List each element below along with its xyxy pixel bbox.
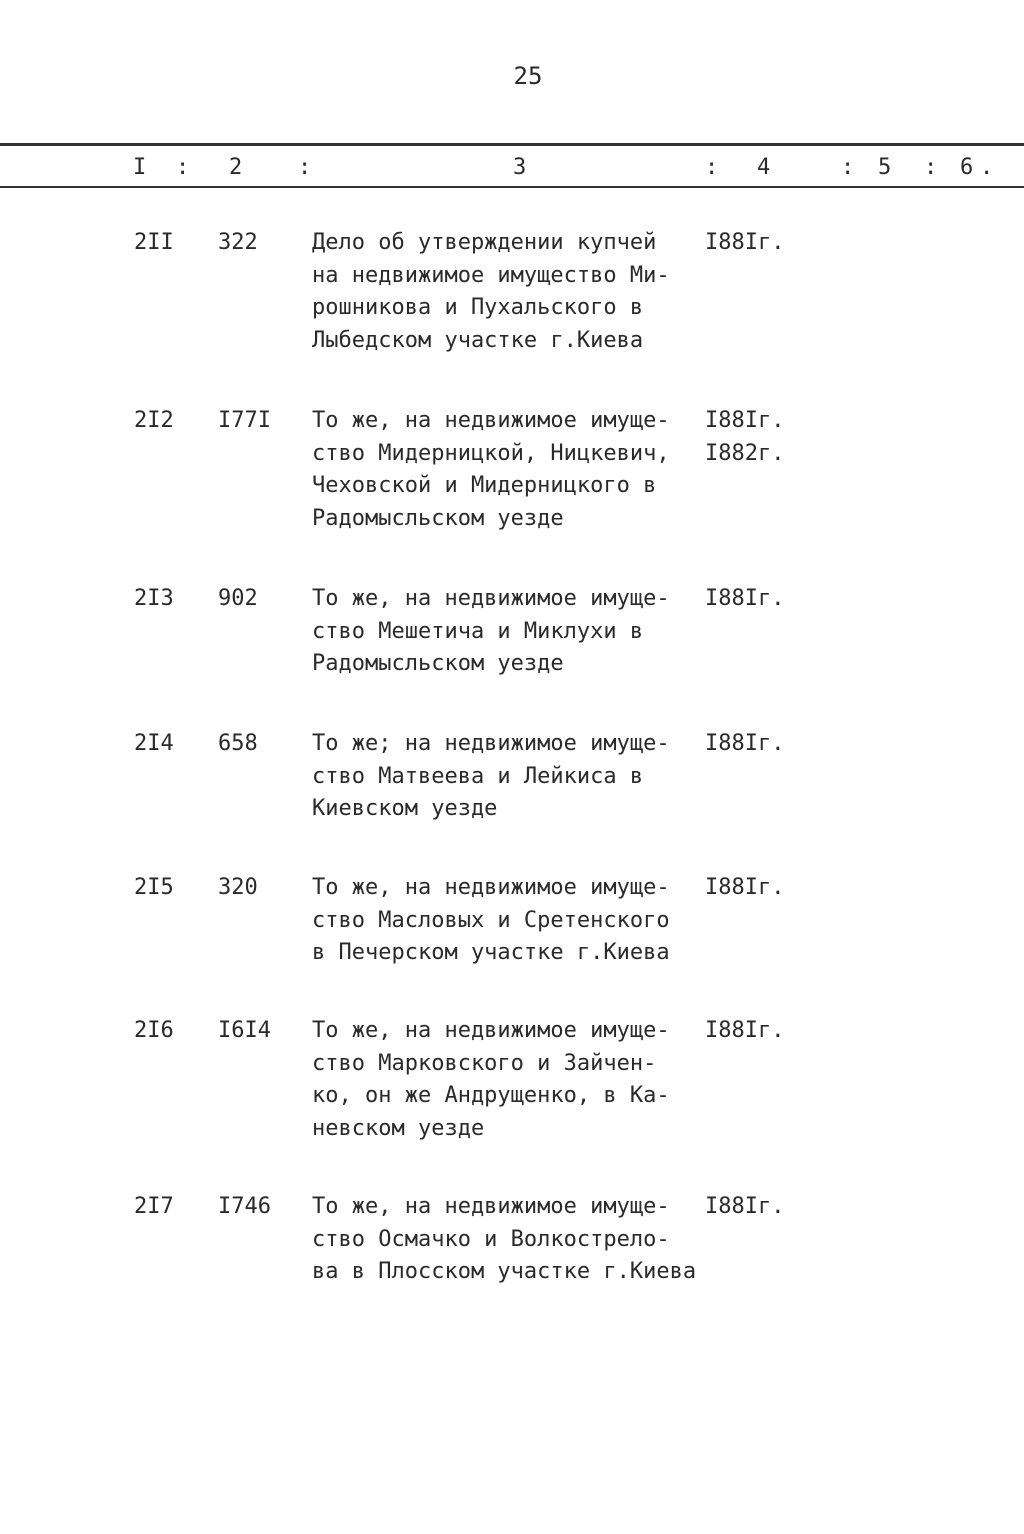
entry-description <box>312 227 712 358</box>
entry-date: I88Iг. <box>705 731 785 756</box>
column-separator: : <box>298 155 312 180</box>
entry-code: 320 <box>218 875 258 900</box>
column-header-3: 3 <box>513 155 527 180</box>
entry-dates <box>705 1191 784 1224</box>
column-header-1: I <box>133 155 147 180</box>
description-line: Дело об утверждении купчей <box>312 230 657 255</box>
description-line: То же, на недвижимое имуще- <box>312 875 670 900</box>
column-separator: : <box>841 155 855 180</box>
entry-code: I746 <box>218 1194 271 1219</box>
description-line: ство Матвеева и Лейкиса в <box>312 763 644 789</box>
description-line: ва в Плосском участке г.Киева <box>312 1259 697 1285</box>
entry-dates <box>705 227 784 260</box>
column-separator: : <box>924 155 938 180</box>
entry-number: 2II <box>134 230 174 255</box>
entry-date: I88Iг. <box>705 586 785 611</box>
description-line: на недвижимое имущество Ми- <box>312 262 670 288</box>
entry-date: I88Iг. <box>705 230 785 255</box>
description-line: То же, на недвижимое имуще- <box>312 408 670 433</box>
header-rule-bottom <box>0 186 1024 188</box>
entry-date: I88Iг. <box>705 408 785 433</box>
description-line: ство Марковского и Зайчен- <box>312 1050 657 1076</box>
entry-number: 2I6 <box>134 1018 174 1043</box>
entry-code: I77I <box>218 408 271 433</box>
entry-date: I882г. <box>705 440 785 466</box>
column-header-2: 2 <box>229 155 243 180</box>
entry-number: 2I5 <box>134 875 174 900</box>
entry-description <box>312 583 712 681</box>
entry-description <box>312 872 712 970</box>
entry-description <box>312 728 712 826</box>
entry-number: 2I2 <box>134 408 174 433</box>
entry-dates <box>705 728 784 761</box>
description-line: ство Масловых и Сретенского <box>312 907 670 933</box>
column-header-4: 4 <box>757 155 771 180</box>
column-header-5: 5 <box>878 155 892 180</box>
description-line: То же; на недвижимое имуще- <box>312 731 670 756</box>
entry-description <box>312 1191 712 1289</box>
entry-number: 2I4 <box>134 731 174 756</box>
description-line: Киевском уезде <box>312 796 498 822</box>
entry-description <box>312 405 712 536</box>
entry-date: I88Iг. <box>705 1194 785 1219</box>
entry-code: 322 <box>218 230 258 255</box>
description-line: ство Мешетича и Миклухи в <box>312 618 644 644</box>
entry-dates <box>705 1015 784 1048</box>
description-line: ство Осмачко и Волкострело- <box>312 1226 670 1252</box>
entry-dates <box>705 872 784 905</box>
entry-dates <box>705 583 784 616</box>
entry-code: 902 <box>218 586 258 611</box>
entry-dates <box>705 405 784 470</box>
entry-number: 2I3 <box>134 586 174 611</box>
entry-date: I88Iг. <box>705 875 785 900</box>
description-line: ко, он же Андрущенко, в Ка- <box>312 1083 670 1109</box>
column-separator: : <box>705 155 719 180</box>
entry-date: I88Iг. <box>705 1018 785 1043</box>
description-line: Лыбедском участке г.Киева <box>312 328 644 354</box>
entry-number: 2I7 <box>134 1194 174 1219</box>
description-line: То же, на недвижимое имуще- <box>312 586 670 611</box>
entry-description <box>312 1015 712 1146</box>
description-line: ство Мидерницкой, Ницкевич, <box>312 440 670 466</box>
description-line: Радомысльском уезде <box>312 506 564 532</box>
column-header-6: 6 <box>960 155 974 180</box>
header-rule-top <box>0 143 1024 146</box>
description-line: То же, на недвижимое имуще- <box>312 1194 670 1219</box>
description-line: Чеховской и Мидерницкого в <box>312 473 657 499</box>
description-line: То же, на недвижимое имуще- <box>312 1018 670 1043</box>
description-line: в Печерском участке г.Киева <box>312 940 670 966</box>
column-separator: : <box>176 155 190 180</box>
entry-code: I6I4 <box>218 1018 271 1043</box>
entry-code: 658 <box>218 731 258 756</box>
page-number: 25 <box>513 62 543 90</box>
description-line: рошникова и Пухальского в <box>312 295 644 321</box>
description-line: Радомысльском уезде <box>312 651 564 677</box>
description-line: невском уезде <box>312 1116 485 1142</box>
header-trailing-dot: . <box>980 155 994 180</box>
